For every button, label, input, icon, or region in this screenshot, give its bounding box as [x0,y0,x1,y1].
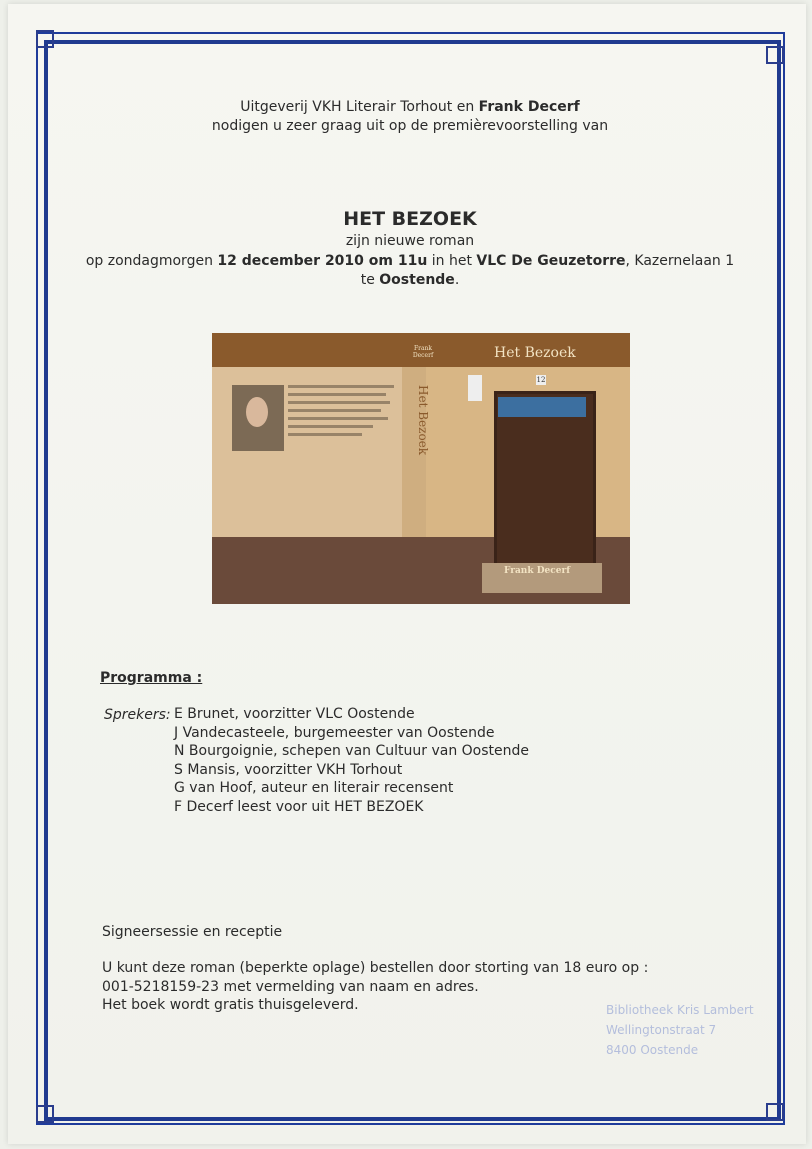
cover-blurb [288,385,394,449]
intro-publisher: Uitgeverij VKH Literair Torhout en [240,99,479,115]
event-city: Oostende [379,272,455,288]
corner-ornament [766,1103,784,1121]
stamp-line: Wellingtonstraat 7 [606,1023,717,1037]
speaker-item: F Decerf leest voor uit HET BEZOEK [174,798,424,815]
author-name: Frank Decerf [478,99,580,115]
event-address: , Kazernelaan 1 [625,253,735,269]
event-venue: VLC De Geuzetorre [476,253,626,269]
program-heading: Programma : [100,670,203,686]
cover-spine-title: Het Bezoek [416,385,430,456]
cover-title: Het Bezoek [494,345,576,361]
cover-lamp [468,375,482,401]
author-face [246,397,268,427]
corner-ornament [36,30,54,48]
corner-ornament [766,46,784,64]
book-cover-image [212,333,630,604]
cover-door-window [498,397,586,417]
speaker-item: N Bourgoignie, schepen van Cultuur van Oostende [174,743,529,759]
stamp-line: Bibliotheek Kris Lambert [606,1003,754,1017]
invitation-intro [60,98,760,136]
speaker-item: S Mansis, voorzitter VKH Torhout [174,761,403,778]
speaker-item: E Brunet, voorzitter VLC Oostende [174,706,415,722]
book-title: HET BEZOEK [343,208,477,230]
speaker-item: J Vandecasteele, burgemeester van Oostende [174,724,495,741]
order-line: Het boek wordt gratis thuisgeleverd. [102,997,359,1013]
event-mid: in het [427,253,477,269]
event-end: . [454,272,460,288]
intro-invite-line: nodigen u zeer graag uit op de premièrevoorstelling van [211,118,609,134]
order-line: 001-5218159-23 met vermelding van naam en adres. [102,978,479,995]
signing-note: Signeersessie en receptie [102,924,283,940]
cover-door [494,391,596,567]
cover-author-bottom: Frank Decerf [504,566,571,576]
author-photo [232,385,284,451]
cover-author-top: Frank Decerf [412,345,434,359]
library-stamp [606,1000,754,1060]
event-details [60,252,760,290]
order-line: U kunt deze roman (beperkte oplage) bestellen door storting van 18 euro op : [102,960,649,976]
speakers-label: Sprekers: [104,707,171,723]
speakers-list [174,705,529,816]
corner-ornament [36,1105,54,1123]
event-datetime: 12 december 2010 om 11u [217,253,428,269]
cover-house-number: 12 [536,376,546,384]
book-subtitle: zijn nieuwe roman [345,233,475,249]
event-pre: op zondagmorgen [85,253,218,269]
stamp-line: 8400 Oostende [606,1043,699,1057]
order-info [102,959,648,1015]
event-te: te [360,272,380,288]
speaker-item: G van Hoof, auteur en literair recensent [174,780,454,796]
